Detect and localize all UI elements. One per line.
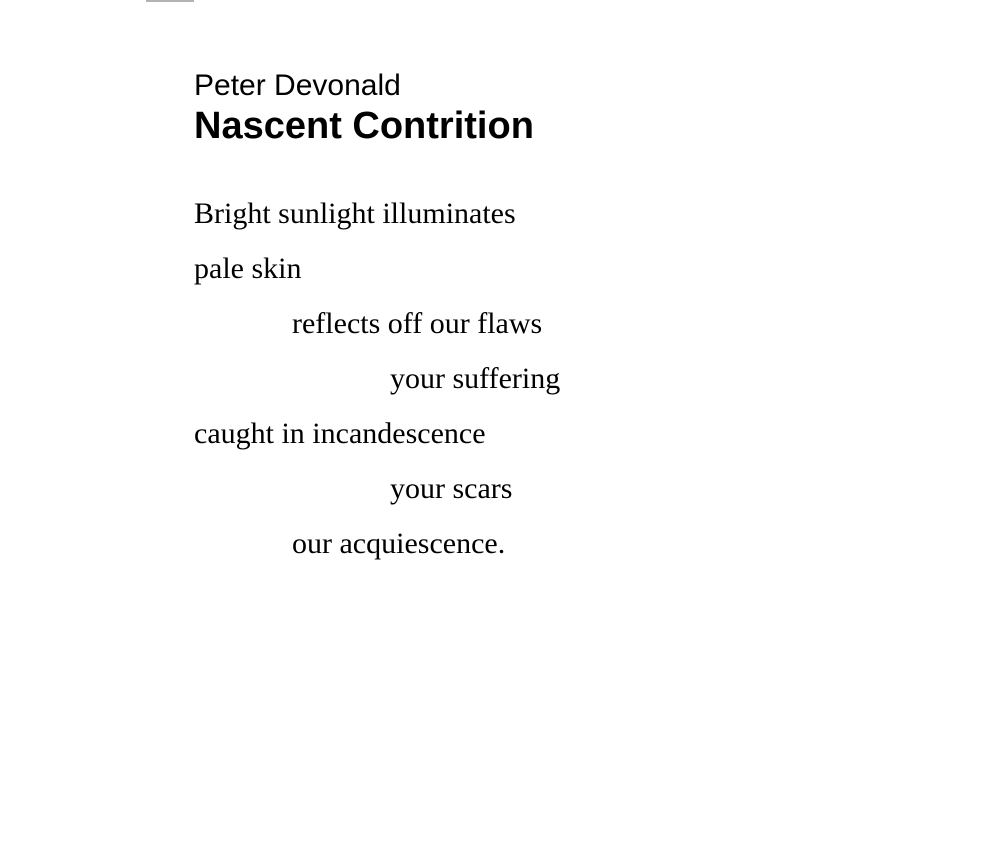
poem-body [194,186,894,571]
poem-line: Bright sunlight illuminates [194,197,516,230]
poem-line: your scars [390,472,513,505]
poem-line: pale skin [194,252,302,285]
poem-line: your suffering [390,362,561,395]
page-top-rule [146,0,194,2]
poem-page [194,68,894,571]
poem-line: our acquiescence. [292,527,506,560]
poem-title: Nascent Contrition [194,105,534,147]
poem-line: caught in incandescence [194,417,486,450]
author-name: Peter Devonald [194,69,401,102]
poem-line: reflects off our flaws [292,307,543,340]
